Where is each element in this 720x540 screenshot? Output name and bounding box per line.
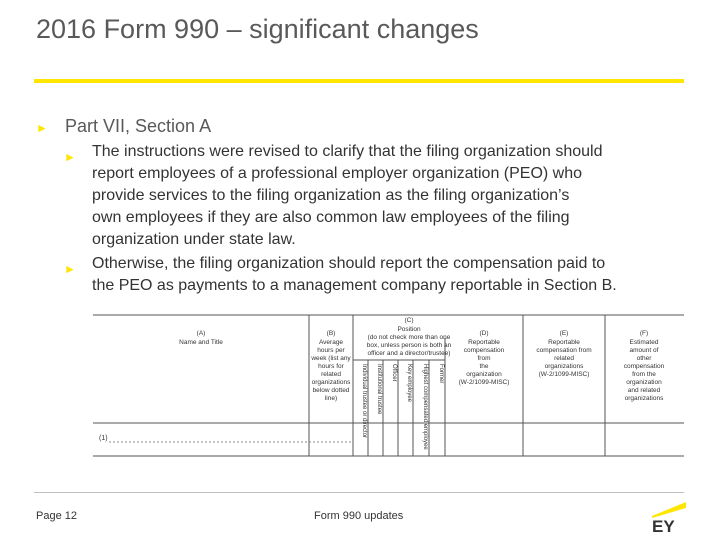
- col-f-line: from the: [632, 371, 656, 378]
- footer-divider: [34, 492, 684, 493]
- col-e-line: (E): [559, 330, 569, 337]
- col-f-line: Estimated: [629, 339, 659, 346]
- col-a-code: (A): [196, 330, 206, 337]
- row-1-label: (1): [99, 435, 108, 442]
- col-d-line: from: [477, 355, 491, 362]
- col-c-line: (do not check more than one: [367, 334, 451, 341]
- col-b-line: hours for: [318, 363, 344, 370]
- col-f-line: organization: [626, 379, 662, 386]
- slide-title: 2016 Form 990 – significant changes: [36, 14, 479, 44]
- bullet-level2-item: [64, 253, 684, 297]
- col-f-line: other: [636, 355, 652, 362]
- col-d-line: (D): [479, 330, 489, 337]
- ey-logo-text: EY: [652, 517, 675, 534]
- col-e-line: compensation from: [536, 347, 592, 354]
- bullet-level2-text: The instructions were revised to clarify that the filing organization should report employees of a professional employer organization (PEO) who provide services to the filing organization as the filing organization’s own employees if they are also common law employees of the filing organization under state law.: [92, 143, 603, 248]
- col-f-line: compensation: [623, 363, 665, 370]
- bullet-level2-item: [64, 141, 684, 251]
- col-c-line: (C): [404, 317, 414, 324]
- col-f-line: organizations: [624, 395, 664, 402]
- col-c-line: Position: [397, 326, 421, 333]
- col-c-check-label: Key employee: [406, 364, 412, 403]
- col-c-line: officer and a director/trustee): [367, 350, 451, 357]
- col-e-line: (W-2/1099-MISC): [538, 371, 590, 378]
- bullet-level1-text: Part VII, Section A: [65, 116, 212, 136]
- form-990-part7-excerpt: [93, 312, 684, 460]
- col-b-line: week (list any: [311, 355, 351, 362]
- col-d-line: organization: [466, 371, 502, 378]
- ey-logo: [648, 494, 688, 534]
- col-d-line: (W-2/1099-MISC): [458, 379, 510, 386]
- col-e-line: organizations: [544, 363, 584, 370]
- col-d-line: the: [479, 363, 489, 370]
- col-f-line: amount of: [629, 347, 659, 354]
- col-f-line: and related: [627, 387, 661, 394]
- col-b-line: line): [324, 395, 338, 402]
- bullet-arrow-icon: ►: [64, 262, 76, 276]
- col-b-line: Average: [318, 339, 344, 346]
- bullet-arrow-icon: ►: [36, 121, 48, 135]
- col-e-line: related: [554, 355, 574, 362]
- col-c-check-label: Highest compensated employee: [422, 364, 428, 450]
- col-d-line: Reportable: [468, 339, 500, 346]
- col-b-line: hours per: [317, 347, 345, 354]
- ey-logo-beam: [652, 502, 686, 518]
- col-d-line: compensation: [463, 347, 505, 354]
- title-divider: [34, 79, 684, 83]
- page-number: Page 12: [36, 510, 77, 522]
- col-c-line: box, unless person is both an: [366, 342, 452, 349]
- footer-title: Form 990 updates: [314, 510, 404, 522]
- col-c-check-label: Institutional trustee: [376, 364, 382, 415]
- bullet-level2-text: Otherwise, the filing organization should report the compensation paid to the PEO as payments to a management company reportable in Section B.: [92, 255, 617, 294]
- col-c-check-label: Former: [438, 364, 444, 384]
- col-c-check-label: Individual trustee or director: [361, 364, 367, 439]
- col-a-title: Name and Title: [179, 339, 223, 346]
- col-f-line: (F): [639, 330, 649, 337]
- col-b-line: below dotted: [312, 387, 350, 394]
- col-c-check-label: Officer: [391, 364, 397, 382]
- col-e-line: Reportable: [548, 339, 580, 346]
- col-b-line: (B): [326, 330, 336, 337]
- col-b-line: organizations: [311, 379, 351, 386]
- col-b-line: related: [321, 371, 341, 378]
- bullet-arrow-icon: ►: [64, 150, 76, 164]
